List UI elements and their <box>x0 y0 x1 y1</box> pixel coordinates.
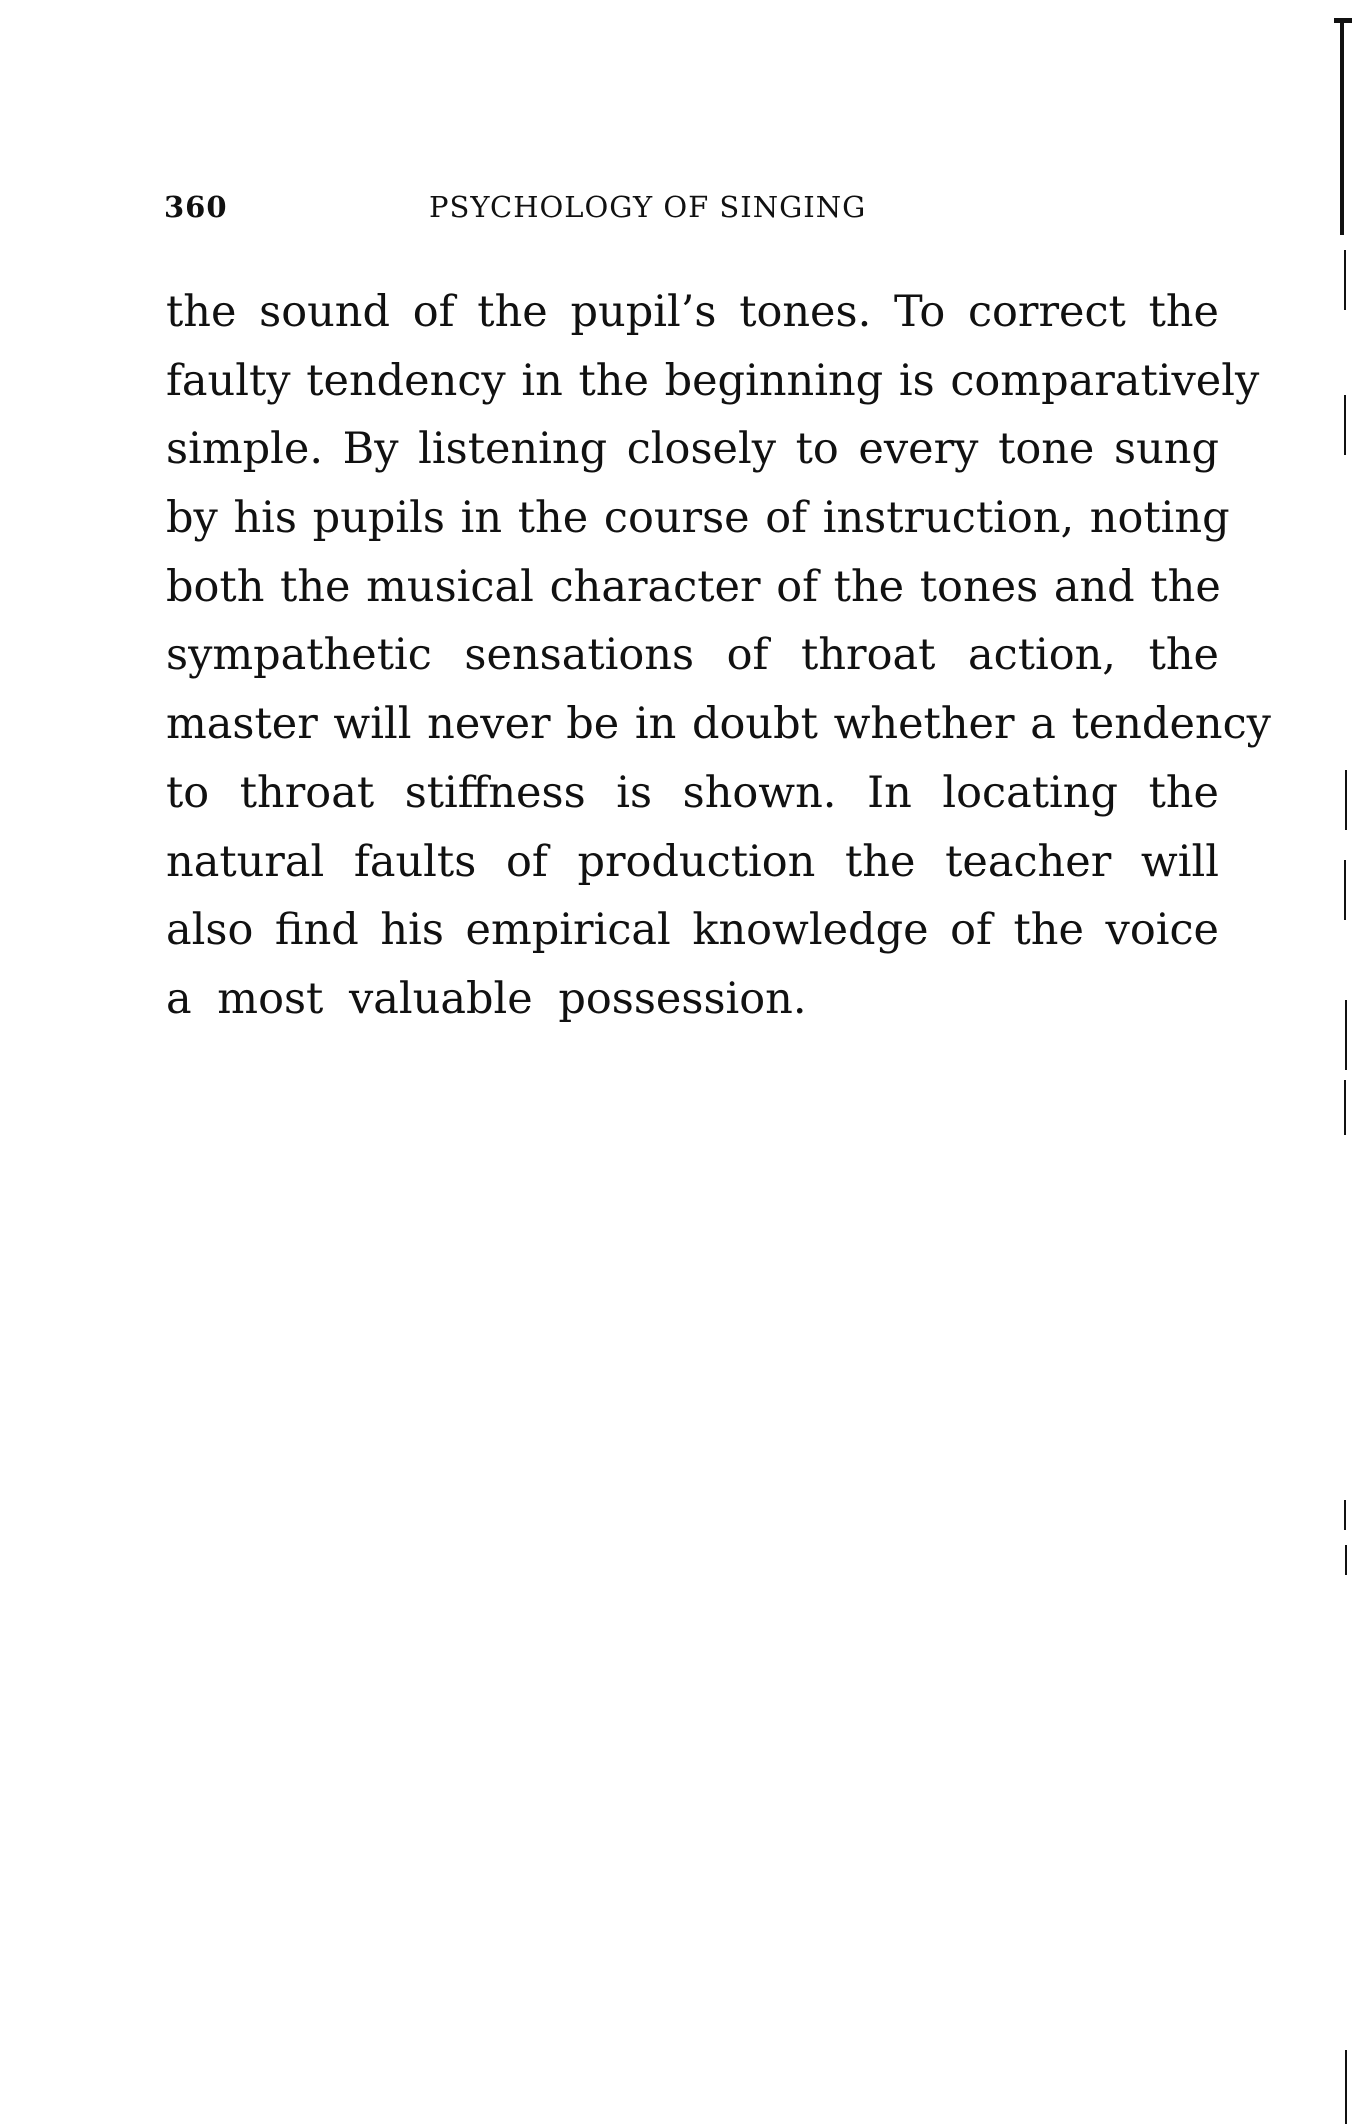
page-edge-mark <box>1344 1500 1346 1530</box>
page-edge-mark <box>1344 860 1346 920</box>
text-line: by his pupils in the course of instruction, noting <box>166 493 1230 544</box>
page-edge-shadow <box>1340 20 1344 235</box>
text-line: the sound of the pupil’s tones. To correct the <box>166 287 1219 337</box>
page-edge-mark <box>1345 1545 1347 1575</box>
text-line: simple. By listening closely to every tone sung <box>166 424 1219 475</box>
page-number: 360 <box>164 190 228 224</box>
running-title: PSYCHOLOGY OF SINGING <box>429 190 867 224</box>
page-edge-mark <box>1345 1000 1347 1070</box>
page-edge-mark <box>1344 395 1346 455</box>
page-edge-mark <box>1344 1080 1346 1135</box>
text-line: faulty tendency in the beginning is comparatively <box>166 355 1260 406</box>
page-edge-mark <box>1345 2050 1347 2124</box>
text-line: both the musical character of the tones and the <box>166 561 1221 612</box>
text-line: sympathetic sensations of throat action, the <box>166 630 1219 681</box>
page-edge-shadow <box>1334 18 1352 23</box>
body-text <box>166 278 1271 1034</box>
text-line: master will never be in doubt whether a tendency <box>166 699 1271 750</box>
text-line: a most valuable possession. <box>166 973 807 1024</box>
text-line: to throat stiffness is shown. In locating the <box>166 767 1219 818</box>
text-line: also find his empirical knowledge of the voice <box>166 905 1219 956</box>
text-line: natural faults of production the teacher will <box>166 836 1219 887</box>
page-edge-mark <box>1345 770 1347 830</box>
page-edge-mark <box>1344 250 1346 310</box>
